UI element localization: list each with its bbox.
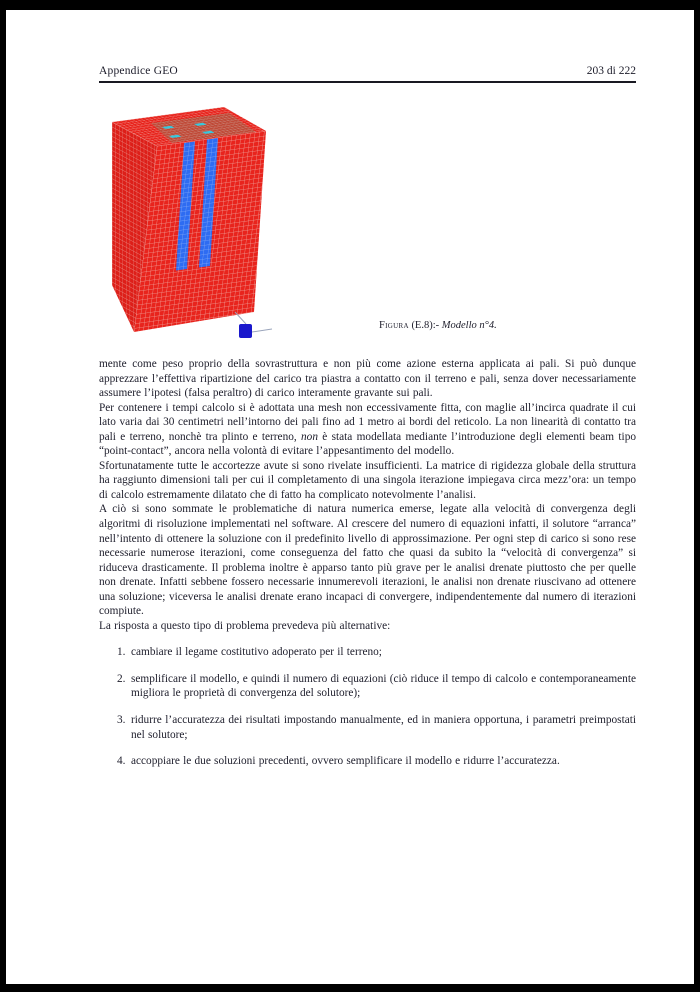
list-item-3-text: ridurre l’accuratezza dei risultati impostando manualmente, ed in maniera opportuna, i parametri preimpostati nel solutore; xyxy=(131,714,636,741)
origin-cube-icon xyxy=(239,324,252,338)
paragraph-1 xyxy=(99,357,636,401)
paragraph-2 xyxy=(99,401,636,459)
paragraph-1-text: mente come peso proprio della sovrastruttura e non più come azione esterna applicata ai pali. Si può dunque apprezzare l’effettiva ripartizione del carico tra piastra a contatto con il terreno e pali, senza dover necessariamente assumere l’ipotesi (falsa peraltro) di carico interamente gravante sui pali. xyxy=(99,358,636,400)
list-intro-text: La risposta a questo tipo di problema prevedeva più alternative: xyxy=(99,619,391,632)
list-item-1-text: cambiare il legame costitutivo adoperato per il terreno; xyxy=(131,646,382,659)
document-page xyxy=(6,10,694,984)
list-item-1 xyxy=(99,645,636,660)
paragraph-2-text-a: Per contenere i tempi calcolo si è adottata una mesh non eccessivamente fitta, con maglie all’incirca quadrate il cui lato varia dai 30 centimetri nell’intorno dei pali fino ad 1 metro ai bordi del reticolo. La non linearità di contatto tra pali e terreno, nonchè tra plinto e terreno, xyxy=(99,401,636,443)
figure-caption-ref: (E.8):- xyxy=(411,320,440,331)
paragraph-2-text-c: è stata modellata mediante l’introduzione degli elementi beam tipo “point-contact”, ancora nella volontà di evitare l’appesantimento del modello. xyxy=(99,430,636,458)
paragraph-3-text: Sfortunatamente tutte le accortezze avute si sono rivelate insufficienti. La matrice di rigidezza globale della struttura ha raggiunto dimensioni tali per cui il completamento di una singola iterazione impiegava circa mezz’ora: un tempo di calcolo estremamente dilatato che di fatto ha complicato notevolmente l’analisi. xyxy=(99,459,636,501)
figure-caption-title: Modello n°4. xyxy=(441,320,497,331)
list-item-2-text: semplificare il modello, e quindi il numero di equazioni (ciò riduce il tempo di calcolo e contemporaneamente migliora le proprietà di convergenza del solutore); xyxy=(131,672,636,700)
paragraph-list-intro xyxy=(99,619,636,634)
header-rule xyxy=(99,81,636,83)
list-item-3-number: 3. xyxy=(117,714,126,727)
list-item-2-number: 2. xyxy=(117,672,126,685)
body-text xyxy=(99,357,636,769)
alternatives-list xyxy=(99,645,636,768)
list-item-4-text: accoppiare le due soluzioni precedenti, ovvero semplificare il modello e ridurre l’accuratezza. xyxy=(131,755,560,768)
list-item-1-number: 1. xyxy=(117,646,126,659)
axis-line-2 xyxy=(252,329,272,332)
paragraph-4 xyxy=(99,502,636,618)
figure-caption xyxy=(379,320,497,331)
figure-model-4 xyxy=(96,103,316,353)
paragraph-4-text: A ciò si sono sommate le problematiche di natura numerica emerse, legate alla velocità di convergenza degli algoritmi di risoluzione implementati nel software. Al crescere del numero di equazioni infatti, il solutore “arranca” nell’intento di ottenere la soluzione con il predefinito livello di approssimazione. Per ogni step di carico si sono rese necessarie numerose iterazioni, come conseguenza del fatto che quasi da subito la “velocità di convergenza” si riduceva drasticamente. Il problema inoltre è apparso tanto più grave per le analisi drenate piuttosto che per quelle non drenate. Infatti sebbene fossero necessarie innumerevoli iterazioni, le analisi non drenate riuscivano ad ottenere una soluzione; viceversa le analisi drenate erano incapaci di convergere, indipendentemente dal numero di iterazioni compiute. xyxy=(99,503,636,618)
figure-caption-label: Figura xyxy=(379,320,409,331)
fem-mesh-model-icon xyxy=(96,103,316,353)
list-item-4 xyxy=(99,754,636,769)
header-appendix-title: Appendice GEO xyxy=(99,65,178,77)
list-item-2 xyxy=(99,672,636,701)
list-item-4-number: 4. xyxy=(117,755,126,768)
paragraph-2-italic-non: non xyxy=(301,430,318,443)
paragraph-3 xyxy=(99,459,636,503)
list-item-3 xyxy=(99,713,636,742)
header-page-number: 203 di 222 xyxy=(586,65,636,77)
